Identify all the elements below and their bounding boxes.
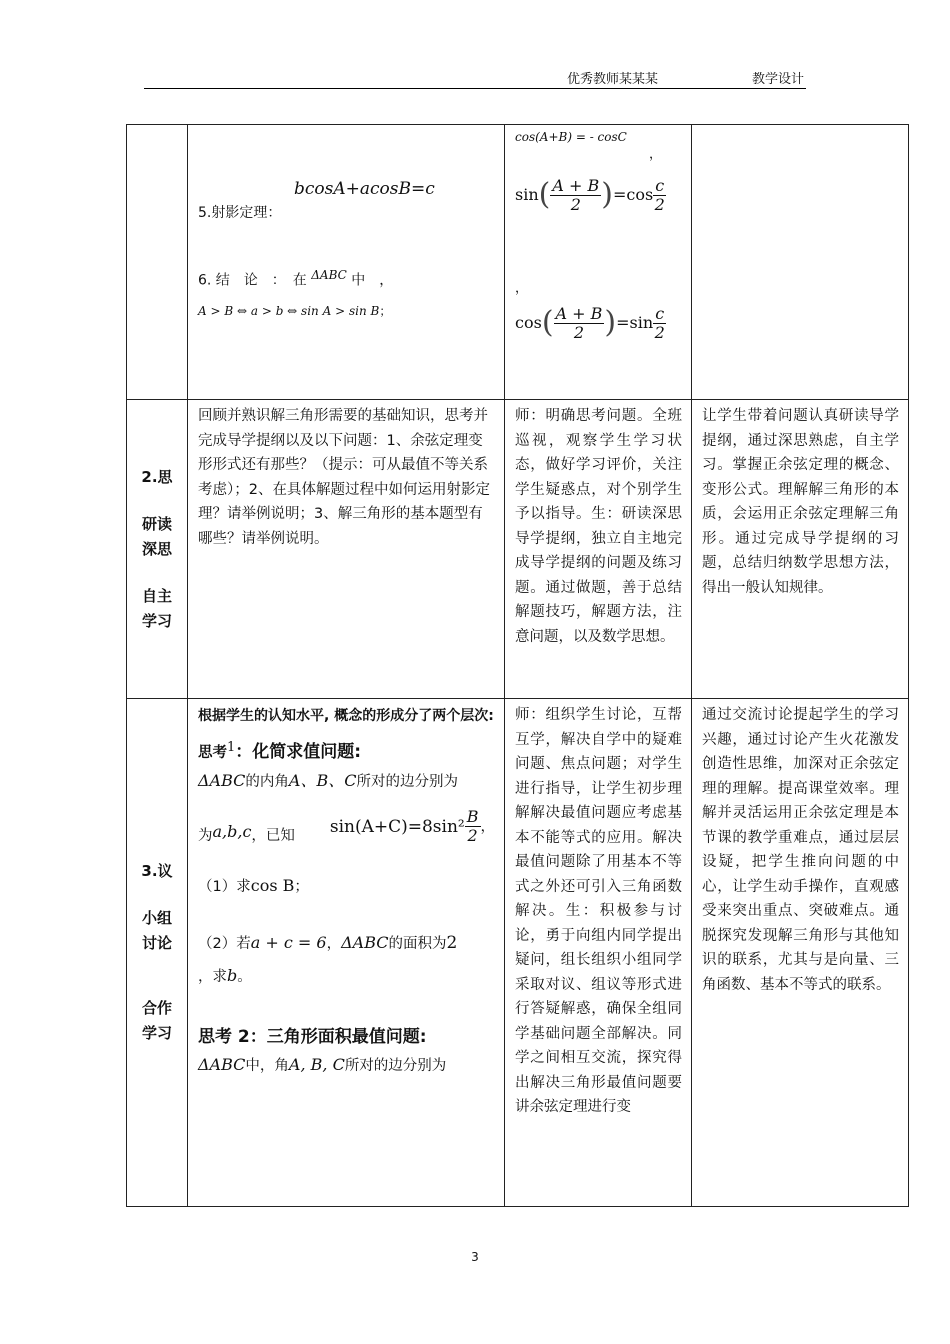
- question-2-tail: ，求b。: [198, 965, 252, 985]
- teacher-student-text: 师：明确思考问题。全班巡视，观察学生学习状态，做好学习评价，关注学生疑惑点，对个别学生予以指导。生：研读深思导学提纲，独立自主地完成导学提纲的问题及练习题。通过做题，善于总结解题技巧，解题方法，注意问题，以及数学思想。: [515, 408, 682, 645]
- content-cell: [188, 699, 505, 1207]
- formula-cos-sum: cos(A+B) = - cosC: [515, 130, 627, 144]
- teacher-student-cell: [505, 400, 692, 699]
- conclusion-formula: A > B ⇔ a > b ⇔ sin A > sin B；: [198, 304, 392, 318]
- stage-label: 学习: [141, 1024, 172, 1042]
- stage-label: 研读: [141, 514, 172, 533]
- content-cell: [188, 400, 505, 699]
- problem1-text: ΔABC的内角A、B、C所对的边分别为: [198, 770, 458, 790]
- stage-label: 深思: [141, 539, 172, 558]
- teacher-student-cell: [505, 699, 692, 1207]
- stage-label: 合作: [141, 999, 172, 1017]
- page-number: 3: [471, 1250, 479, 1264]
- stage-label: 学习: [141, 611, 172, 630]
- think2-heading: 思考 2：三角形面积最值问题:: [198, 1026, 427, 1047]
- formula-cell: cos(A+B) = - cosC ， sin ( $\frac{A + B}{2}$ ) =cos $\frac{c}{2}$ ， cos ( $\frac{A + B}{2}$ ) =sin $\frac{c}{2}$: [505, 125, 692, 400]
- stage-label: 小组: [141, 909, 172, 927]
- stage-cell: [127, 699, 188, 1207]
- question-2: （2）若a + c = 6，ΔABC的面积为2: [198, 932, 458, 953]
- stage-label: 自主: [141, 586, 172, 605]
- intro-text: 根据学生的认知水平, 概念的形成分了两个层次:: [198, 708, 494, 724]
- table-row: [127, 400, 909, 699]
- stage-label: 3.议: [141, 862, 173, 880]
- header-doc-type: 教学设计: [751, 72, 804, 87]
- formula-sin-half: sin ( $\frac{A + B}{2}$ ) =cos $\frac{c}{2}$: [515, 176, 665, 214]
- intent-cell-empty: [692, 125, 909, 400]
- design-intent-text: 通过交流讨论提起学生的学习兴趣，通过讨论产生火花激发创造性思维，加深对正余弦定理的理解。提高课堂效率。理解并灵活运用正余弦定理是本节课的教学重难点，通过层层设疑，把学生推向问题的中心，让学生动手操作，直观感受来突出重点、突破难点。通脱探究发现解三角形与其他知识的联系，尤其与是向量、三角函数、基本不等式的联系。: [702, 707, 899, 993]
- teacher-student-text: 师：组织学生讨论，互帮互学，解决自学中的疑难问题、焦点问题；对学生进行指导，让学生初步理解解决最值问题应考虑基本不能等式的应用。解决最值问题除了用基本不等式之外还可引入三角函数解决。生：积极参与讨论，勇于向组内同学提出疑问，组长组织小组同学采取对议、组议等形式进行答疑解惑，确保全组同学基础问题全部解决。同学之间相互交流，探究得出解决三角形最值问题要讲余弦定理进行变: [515, 707, 682, 1115]
- stage-label: 2.思: [141, 467, 173, 486]
- lesson-plan-table: [126, 124, 909, 1207]
- intent-cell: [692, 699, 909, 1207]
- header-author: 优秀教师某某某: [566, 72, 658, 87]
- item-conclusion: 6. 结 论 ： 在 $^{\Delta ABC}$ 中 ，: [198, 268, 394, 289]
- item-projection-theorem: 5.射影定理：: [198, 205, 282, 221]
- think1-heading: 思考$^1$：化简求值问题:: [198, 740, 362, 762]
- problem1-condition: 为 a,b,c ，已知 sin(A+C)=8sin² $\frac{B}{2}$ ，: [198, 807, 495, 846]
- content-cell: [188, 125, 505, 400]
- projection-formula: bcosA+acosB=c: [294, 179, 435, 199]
- table-row: [127, 699, 909, 1207]
- stage-label: 讨论: [141, 934, 172, 952]
- table-row: [127, 125, 909, 400]
- stage-cell: [127, 400, 188, 699]
- page-header: [144, 64, 806, 89]
- activity-text: 回顾并熟识解三角形需要的基础知识，思考并完成导学提纲以及以下问题：1、余弦定理变形形式还有那些？（提示：可从最值不等关系考虑）；2、在具体解题过程中如何运用射影定理？请举例说明；3、解三角形的基本题型有哪些？请举例说明。: [198, 408, 490, 547]
- intent-cell: [692, 400, 909, 699]
- question-1: （1）求cos B；: [198, 875, 309, 895]
- stage-cell-empty: [127, 125, 188, 400]
- design-intent-text: 让学生带着问题认真研读导学提纲，通过深思熟虑，自主学习。掌握正余弦定理的概念、变形公式。理解解三角形的本质，会运用正余弦定理解三角形。通过完成导学提纲的习题，总结归纳数学思想方法，得出一般认知规律。: [702, 408, 899, 596]
- problem2-text: ΔABC中，角A, B, C所对的边分别为: [198, 1054, 447, 1074]
- formula-cos-half: cos ( $\frac{A + B}{2}$ ) =sin $\frac{c}{2}$: [515, 304, 665, 342]
